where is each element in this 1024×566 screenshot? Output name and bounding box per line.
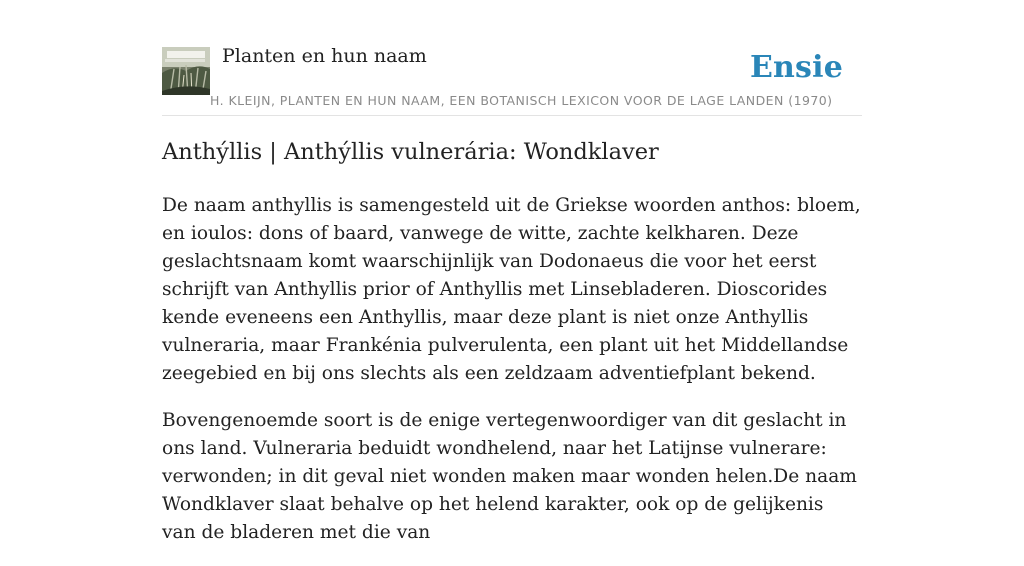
book-cover-icon[interactable] bbox=[162, 47, 210, 95]
entry-header bbox=[162, 0, 862, 116]
brand-logo[interactable]: Ensie bbox=[749, 50, 843, 85]
paragraph: Bovengenoemde soort is de enige vertegenwoordiger van dit geslacht in ons land. Vulneraria beduidt wondhelend, naar het Latijnse vulnerare: verwonden; in dit geval niet wonden maken maar wonden helen.De naam Wondklaver slaat behalve op het helend karakter, ook op de gelijkenis van de bladeren met die van bbox=[162, 410, 857, 543]
book-title[interactable]: Planten en hun naam bbox=[222, 45, 427, 67]
content-container bbox=[162, 0, 862, 543]
entry-title: Anthýllis | Anthýllis vulnerária: Wondklaver bbox=[162, 139, 659, 165]
entry-body bbox=[162, 192, 862, 566]
source-citation[interactable]: H. KLEIJN, PLANTEN EN HUN NAAM, EEN BOTANISCH LEXICON VOOR DE LAGE LANDEN (1970) bbox=[210, 93, 833, 108]
paragraph: De naam anthyllis is samengesteld uit de Griekse woorden anthos: bloem, en ioulos: dons of baard, vanwege de witte, zachte kelkharen. Deze geslachtsnaam komt waarschijnlijk van Dodonaeus die voor het eerst schrijft van Anthyllis prior of Anthyllis met Linsebladeren. Dioscorides kende eveneens een Anthyllis, maar deze plant is niet onze Anthyllis vulneraria, maar Frankénia pulverulenta, een plant uit het Middellandse zeegebied en bij ons slechts als een zeldzaam adventiefplant bekend. bbox=[162, 195, 861, 384]
